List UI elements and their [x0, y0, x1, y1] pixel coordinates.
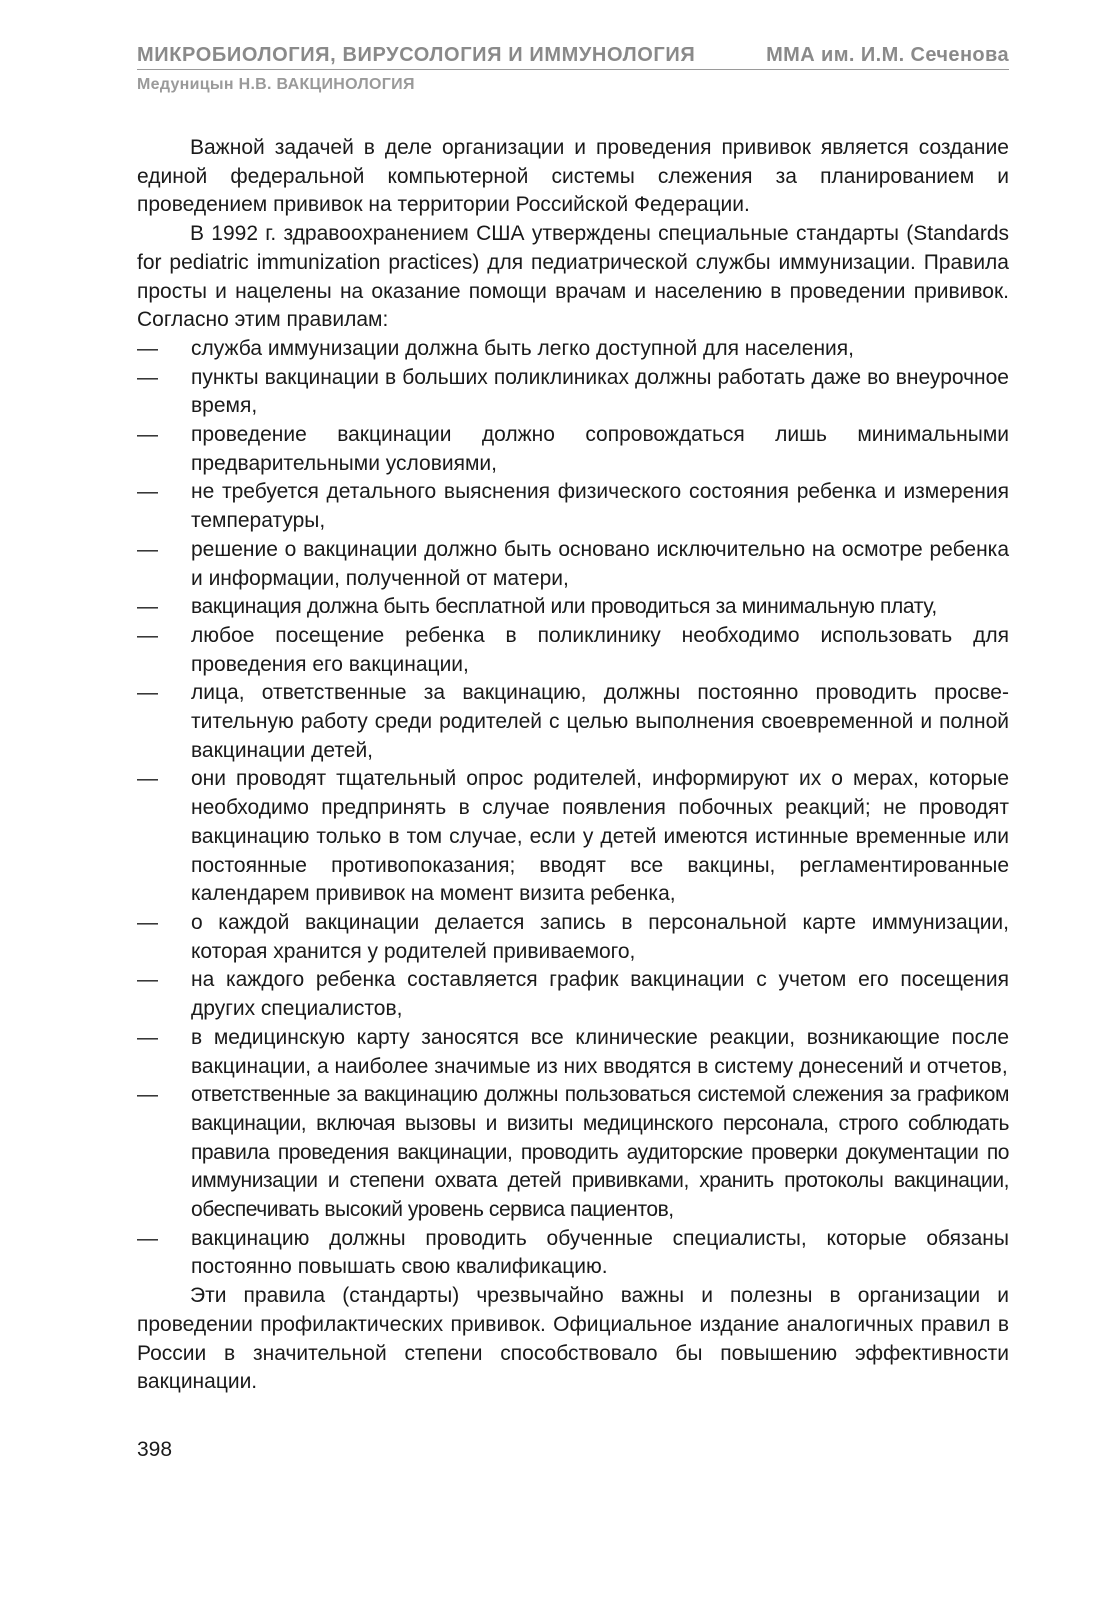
dash-bullet: —	[137, 336, 158, 360]
list-item	[137, 593, 1009, 622]
dash-bullet: —	[137, 537, 158, 561]
list-item-text: проведение вакцинации должно сопровождаться лишь минимальными предварительными условиями,	[191, 423, 1009, 475]
dash-bullet: —	[137, 968, 158, 992]
header-row	[137, 44, 1009, 70]
header-book-title: Медуницын Н.В. ВАКЦИНОЛОГИЯ	[137, 76, 415, 93]
list-item-text: пункты вакцинации в больших поликлиниках должны работать даже во внеурочное время,	[191, 365, 1009, 418]
list-item-text: в медицинскую карту заносятся все клинические реакции, возникающие после вакцинации, а наиболее значимые из них вводятся в систему донесений и отчетов,	[191, 1025, 1009, 1078]
list-item-text: на каждого ребенка составляется график вакцинации с учетом его посещения других специалистов,	[191, 968, 1009, 1021]
rules-list	[137, 335, 1009, 1282]
list-item-text: вакцинацию должны проводить обученные специалисты, которые обязаны постоянно повышать свою квалификацию.	[191, 1226, 1009, 1279]
dash-bullet: —	[137, 910, 158, 934]
dash-bullet: —	[137, 1025, 158, 1049]
list-item	[137, 1024, 1009, 1081]
list-item	[137, 966, 1009, 1023]
list-item-text: любое посещение ребенка в поликлинику необходимо использовать для проведения его вакцинации,	[191, 623, 1009, 676]
list-item	[137, 679, 1009, 765]
list-item	[137, 909, 1009, 966]
list-item	[137, 1225, 1009, 1282]
list-item	[137, 421, 1009, 478]
list-item	[137, 478, 1009, 535]
list-item	[137, 335, 1009, 364]
list-item	[137, 1081, 1009, 1225]
list-item	[137, 536, 1009, 593]
list-item-text: не требуется детального выяснения физического состояния ребенка и измерения температуры,	[191, 480, 1009, 533]
paragraph-intro-1: Важной задачей в деле организации и проведения прививок является создание единой федеральной компьютерной системы слежения за планированием и проведением прививок на территории Российской Федерации.	[137, 136, 1009, 217]
list-item-text: о каждой вакцинации делается запись в персональной карте иммунизации, которая хранится у родителей прививаемого,	[191, 910, 1009, 963]
paragraph-intro-2: В 1992 г. здравоохранением США утверждены специальные стандарты (Standards for pediatric immunization practices) для педиатрической службы иммунизации. Правила просты и нацелены на оказание помощи врачам и населению в проведении прививок. Согласно этим правилам:	[137, 222, 1009, 332]
list-item	[137, 765, 1009, 909]
dash-bullet: —	[137, 681, 158, 705]
list-item-text: решение о вакцинации должно быть основано исключительно на осмотре ребенка и информации, полученной от матери,	[191, 537, 1009, 590]
list-item-text: вакцинация должна быть бесплатной или проводиться за минимальную плату,	[191, 595, 937, 619]
list-item-text: ответственные за вакцинацию должны пользоваться системой слежения за графиком вакцинации, включая вызовы и визиты медицинского персонала, строго соблюдать правила проведения вакцинации, проводить аудиторские проверки документации по иммунизации и степени охвата детей прививками, хранить протоколы вакцинации, обеспечивать высокий уровень сервиса пациентов,	[191, 1083, 1009, 1222]
list-item	[137, 622, 1009, 679]
dash-bullet: —	[137, 595, 158, 619]
list-item-text: лица, ответственные за вакцинацию, должны постоянно проводить просветительную работу среди родителей с целью выполнения своевременной и полной вакцинации детей,	[191, 681, 1009, 762]
dash-bullet: —	[137, 1226, 158, 1250]
header-course-title: МИКРОБИОЛОГИЯ, ВИРУСОЛОГИЯ И ИММУНОЛОГИЯ	[137, 44, 696, 66]
page-number: 398	[137, 1438, 173, 1461]
dash-bullet: —	[137, 365, 158, 389]
header-institution: ММА им. И.М. Сеченова	[766, 44, 1009, 66]
paragraph-conclusion: Эти правила (стандарты) чрезвычайно важны и полезны в организации и проведении профилактических прививок. Официальное издание аналогичных правил в России в значительной степени способствовало бы повышению эффективности вакцинации.	[137, 1284, 1009, 1394]
dash-bullet: —	[137, 423, 158, 447]
page-body	[137, 134, 1009, 1397]
page-header	[137, 44, 1009, 94]
dash-bullet: —	[137, 480, 158, 504]
list-item-text: они проводят тщательный опрос родителей, информируют их о мерах, которые необходимо предпринять в случае появления побочных реакций; не проводят вакцинацию только в том случае, если у детей имеются истинные временные или постоянные противопоказания; вводят все вакцины, регламентированные календарем прививок на момент визита ребенка,	[191, 767, 1009, 906]
dash-bullet: —	[137, 623, 158, 647]
dash-bullet: —	[137, 767, 158, 791]
list-item	[137, 364, 1009, 421]
dash-bullet: —	[137, 1083, 158, 1107]
list-item-text: служба иммунизации должна быть легко доступной для населения,	[191, 336, 854, 360]
